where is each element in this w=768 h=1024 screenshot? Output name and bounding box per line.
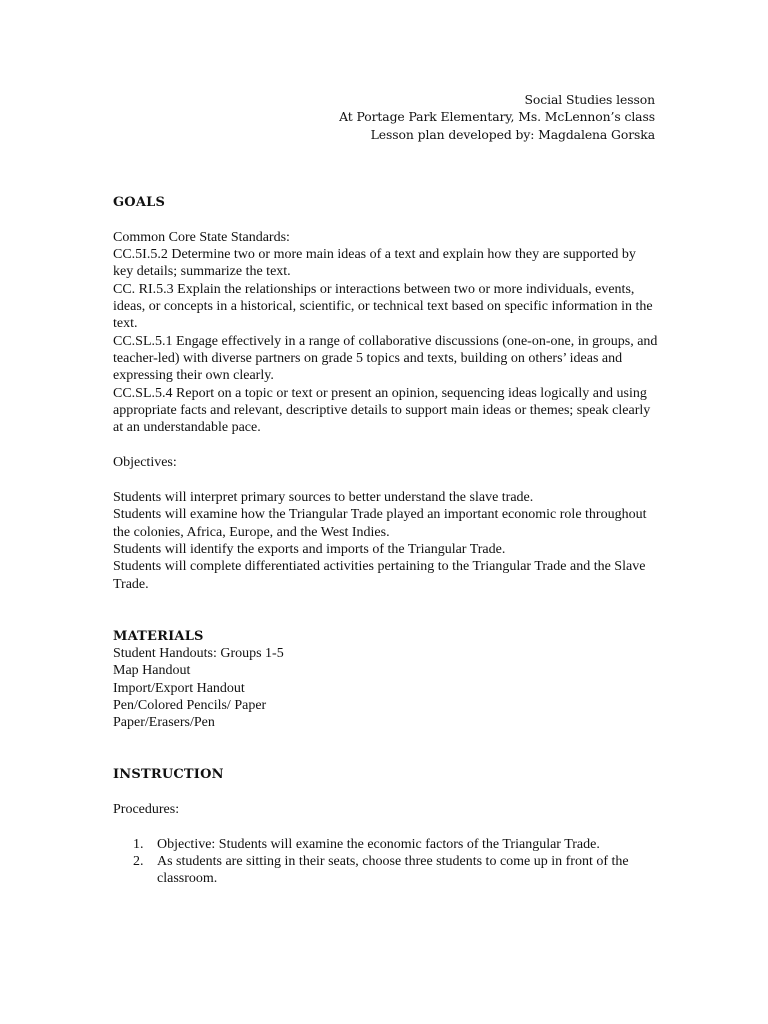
materials-item: Pen/Colored Pencils/ Paper [113,697,267,713]
list-item [133,836,658,853]
document-body [113,194,658,888]
step-number: 2. [133,854,144,870]
objective-item: Students will interpret primary sources to better understand the slave trade. [113,489,534,505]
list-item [133,853,658,888]
standard-item: CC.SL.5.1 Engage effectively in a range of collaborative discussions (one-on-one, in groups, and teacher-led) with diverse partners on grade 5 topics and texts, building on others’ ideas and expressing their own clearly. [113,333,658,384]
objective-item: Students will complete differentiated activities pertaining to the Triangular Trade and the Slave Trade. [113,559,646,592]
header-line-author: Lesson plan developed by: Magdalena Gorska [370,126,655,142]
header-line-school: At Portage Park Elementary, Ms. McLennon’s class [339,109,655,125]
objectives-label: Objectives: [113,455,177,471]
document-header [339,91,655,143]
procedures-label: Procedures: [113,802,180,818]
standard-item: CC.SL.5.4 Report on a topic or text or present an opinion, sequencing ideas logically and using appropriate facts and relevant, descriptive details to support main ideas or themes; speak clearly at an understandable pace. [113,385,651,436]
standard-item: CC.5I.5.2 Determine two or more main ideas of a text and explain how they are supported by key details; summarize the text. [113,247,636,280]
step-text: As students are sitting in their seats, choose three students to come up in front of the classroom. [157,854,629,887]
objective-item: Students will examine how the Triangular Trade played an important economic role throughout the colonies, Africa, Europe, and the West Indies. [113,507,647,540]
materials-item: Import/Export Handout [113,680,245,696]
materials-heading: MATERIALS [113,628,204,644]
header-line-course: Social Studies lesson [524,92,655,107]
goals-heading: GOALS [113,195,166,210]
step-text: Objective: Students will examine the economic factors of the Triangular Trade. [157,836,600,852]
standards-intro: Common Core State Standards: [113,229,290,245]
step-number: 1. [133,836,144,852]
standard-item: CC. RI.5.3 Explain the relationships or interactions between two or more individuals, events, ideas, or concepts in a historical, scientific, or technical text based on specific information in the text. [113,281,653,332]
materials-item: Student Handouts: Groups 1-5 [113,645,284,661]
procedures-list [113,836,658,888]
materials-item: Paper/Erasers/Pen [113,715,215,731]
instruction-heading: INSTRUCTION [113,767,224,783]
materials-item: Map Handout [113,663,191,679]
objective-item: Students will identify the exports and imports of the Triangular Trade. [113,541,506,557]
